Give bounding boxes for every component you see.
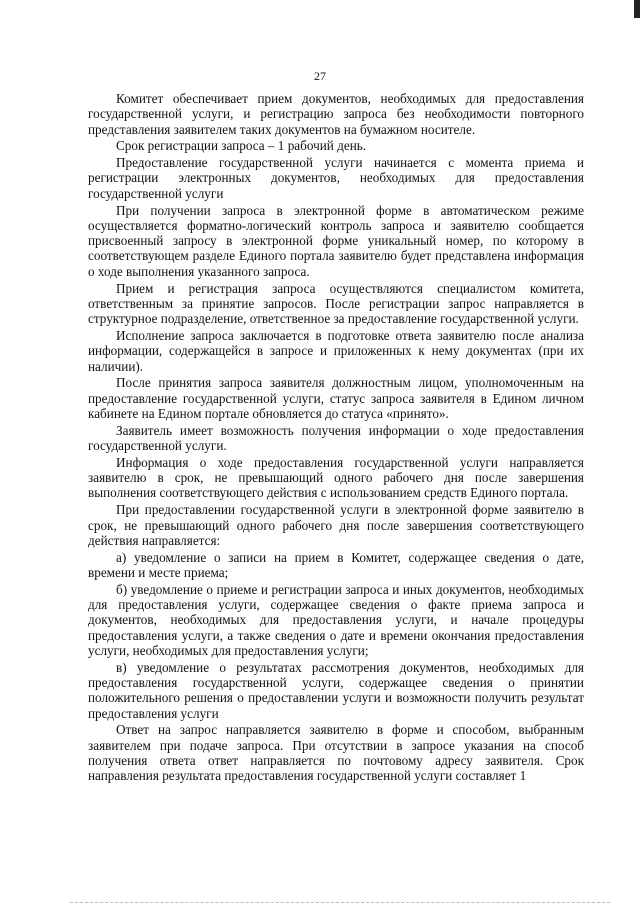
document-body xyxy=(88,91,584,785)
page-number: 27 xyxy=(314,69,326,83)
paragraph: После принятия запроса заявителя должностным лицом, уполномоченным на предоставление государственной услуги, статус запроса заявителя в Едином личном кабинете на Едином портале обновляется до статуса «принято». xyxy=(88,375,584,421)
paragraph: Срок регистрации запроса – 1 рабочий день. xyxy=(116,138,367,154)
paragraph: Прием и регистрация запроса осуществляются специалистом комитета, ответственным за принятие запросов. После регистрации запрос направляется в структурное подразделение, ответственное за предоставление государственной услуги. xyxy=(88,280,584,327)
paragraph: При получении запроса в электронной форме в автоматическом режиме осуществляется форматно-логический контроль запроса и заявителю сообщается присвоенный запросу в электронной форме уникальный номер, по которому в соответствующем разделе Единого портала заявителю будет представлена информация о ходе выполнения указанного запроса. xyxy=(88,202,584,279)
scan-edge-line xyxy=(70,901,610,903)
paragraph: Предоставление государственной услуги начинается с момента приема и регистрации электронных документов, необходимых для предоставления государственной услуги xyxy=(88,155,584,201)
list-item-a: а) уведомление о записи на прием в Комитет, содержащее сведения о дате, времени и месте приема; xyxy=(88,549,584,580)
paragraph: Исполнение запроса заключается в подготовке ответа заявителю после анализа информации, содержащейся в запросе и приложенных к нему документах (при их наличии). xyxy=(88,327,584,374)
paragraph: Ответ на запрос направляется заявителю в форме и способом, выбранным заявителем при подаче запроса. При отсутствии в запросе указания на способ получения ответа ответ направляется по почтовому адресу заявителя. Срок направления результата предоставления государственной услуги составляет 1 xyxy=(88,722,584,784)
scan-edge-mark xyxy=(634,0,640,18)
paragraph: При предоставлении государственной услуги в электронной форме заявителю в срок, не превышающий одного рабочего дня после завершения соответствующего действия направляется: xyxy=(88,502,584,548)
paragraph: Информация о ходе предоставления государственной услуги направляется заявителю в срок, не превышающий одного рабочего дня после завершения выполнения соответствующего действия с использованием средств Единого портала. xyxy=(88,454,584,501)
list-item-b: б) уведомление о приеме и регистрации запроса и иных документов, необходимых для предоставления услуги, содержащее сведения о факте приема запроса и документов, необходимых для предоставления услуги, и начале процедуры предоставления услуги, а также сведения о дате и времени окончания предоставления услуги, необходимых для предоставления услуги; xyxy=(88,581,584,658)
paragraph: Комитет обеспечивает прием документов, необходимых для предоставления государственной услуги, и регистрацию запроса без необходимости повторного представления заявителем таких документов на бумажном носителе. xyxy=(88,91,584,137)
paragraph: Заявитель имеет возможность получения информации о ходе предоставления государственной услуги. xyxy=(88,422,584,454)
list-item-c: в) уведомление о результатах рассмотрения документов, необходимых для предоставления государственной услуги, содержащее сведения о принятии положительного решения о предоставлении услуги и возможности получить результат предоставления услуги xyxy=(88,659,584,721)
